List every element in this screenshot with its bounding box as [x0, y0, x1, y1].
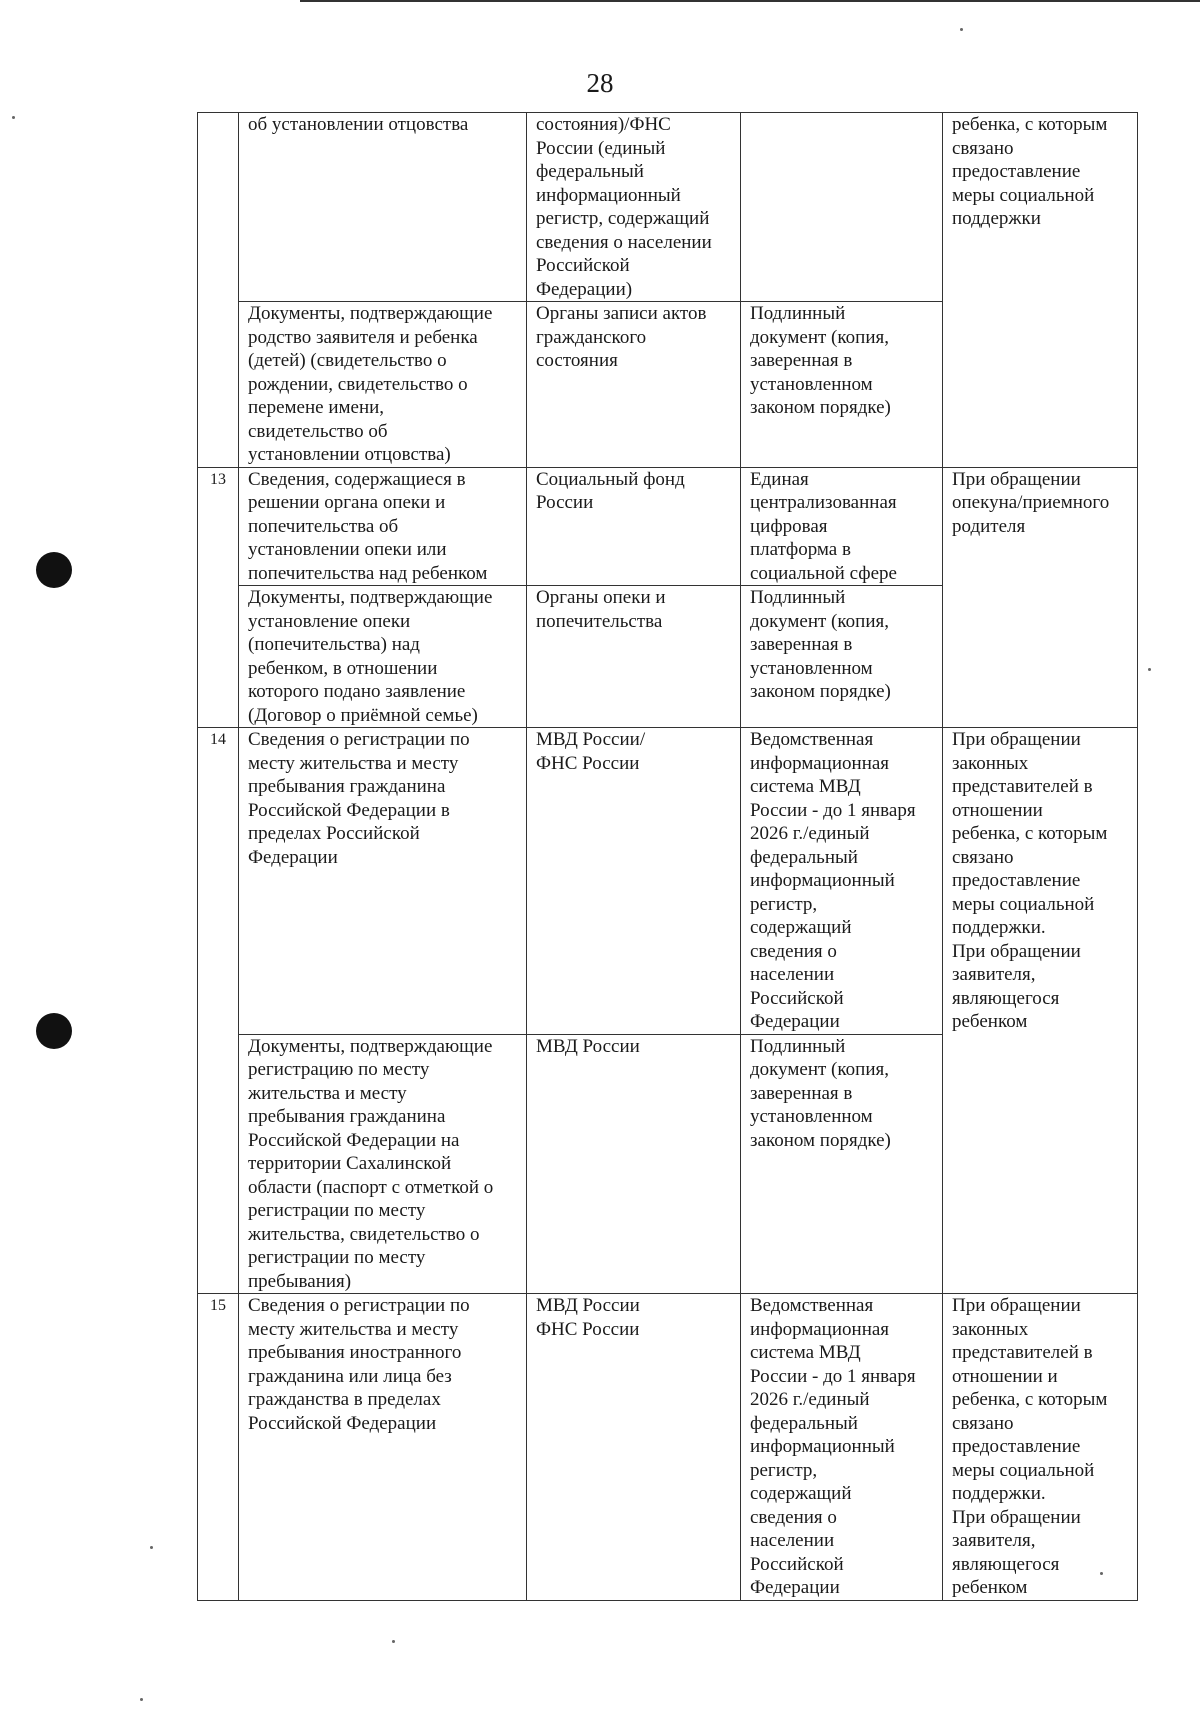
method-cell: Ведомственная информационная система МВД России - до 1 января 2026 г./единый федеральный информационный регистр, содержащий сведения о населении Российской Федерации [741, 1294, 943, 1601]
recipient-condition-cell: При обращении законных представителей в отношении и ребенка, с которым связано предоставление меры социальной поддержки. При обращении заявителя, являющегося ребенком [943, 1294, 1138, 1601]
source-cell: МВД России [527, 1034, 741, 1294]
scan-top-edge-line [300, 0, 1200, 2]
method-cell [741, 113, 943, 302]
scan-speck [1148, 668, 1151, 671]
method-cell: Единая централизованная цифровая платформа в социальной сфере [741, 467, 943, 586]
recipient-condition-cell: При обращении законных представителей в отношении ребенка, с которым связано предоставление меры социальной поддержки. При обращении заявителя, являющегося ребенком [943, 728, 1138, 1294]
table-row [198, 113, 1138, 302]
document-name-cell: Документы, подтверждающие регистрацию по месту жительства и месту пребывания гражданина Российской Федерации на территории Сахалинской области (паспорт с отметкой о регистрации по месту жительства, свидетельство о регистрации по месту пребывания) [239, 1034, 527, 1294]
source-cell: Органы записи актов гражданского состояния [527, 302, 741, 468]
punch-hole-upper [36, 552, 72, 588]
method-cell: Подлинный документ (копия, заверенная в установленном законом порядке) [741, 302, 943, 468]
scan-speck [960, 28, 963, 31]
scan-speck [392, 1640, 395, 1643]
source-cell: МВД России ФНС России [527, 1294, 741, 1601]
scan-speck [1100, 1572, 1103, 1575]
row-number [198, 113, 239, 468]
row-number: 14 [198, 728, 239, 1294]
table-row [198, 467, 1138, 586]
method-cell: Подлинный документ (копия, заверенная в установленном законом порядке) [741, 1034, 943, 1294]
document-name-cell: Документы, подтверждающие родство заявителя и ребенка (детей) (свидетельство о рождении, свидетельство о перемене имени, свидетельство об установлении отцовства) [239, 302, 527, 468]
source-cell: МВД России/ ФНС России [527, 728, 741, 1035]
source-cell: Органы опеки и попечительства [527, 586, 741, 728]
source-cell: Социальный фонд России [527, 467, 741, 586]
row-number: 15 [198, 1294, 239, 1601]
recipient-condition-cell: ребенка, с которым связано предоставление меры социальной поддержки [943, 113, 1138, 468]
method-cell: Ведомственная информационная система МВД России - до 1 января 2026 г./единый федеральный информационный регистр, содержащий сведения о населении Российской Федерации [741, 728, 943, 1035]
method-cell: Подлинный документ (копия, заверенная в установленном законом порядке) [741, 586, 943, 728]
document-name-cell: Сведения о регистрации по месту жительства и месту пребывания гражданина Российской Федерации в пределах Российской Федерации [239, 728, 527, 1035]
scan-speck [12, 116, 15, 119]
table-row [198, 728, 1138, 1035]
source-cell: состояния)/ФНС России (единый федеральный информационный регистр, содержащий сведения о населении Российской Федерации) [527, 113, 741, 302]
punch-hole-lower [36, 1013, 72, 1049]
table-row [198, 1294, 1138, 1601]
scan-speck [150, 1546, 153, 1549]
row-number: 13 [198, 467, 239, 728]
recipient-condition-cell: При обращении опекуна/приемного родителя [943, 467, 1138, 728]
document-name-cell: Сведения, содержащиеся в решении органа опеки и попечительства об установлении опеки или попечительства над ребенком [239, 467, 527, 586]
document-name-cell: Документы, подтверждающие установление опеки (попечительства) над ребенком, в отношении которого подано заявление (Договор о приёмной семье) [239, 586, 527, 728]
document-name-cell: Сведения о регистрации по месту жительства и месту пребывания иностранного гражданина или лица без гражданства в пределах Российской Федерации [239, 1294, 527, 1601]
scan-speck [140, 1698, 143, 1701]
document-name-cell: об установлении отцовства [239, 113, 527, 302]
documents-table [197, 112, 1138, 1601]
page-number: 28 [586, 68, 614, 98]
